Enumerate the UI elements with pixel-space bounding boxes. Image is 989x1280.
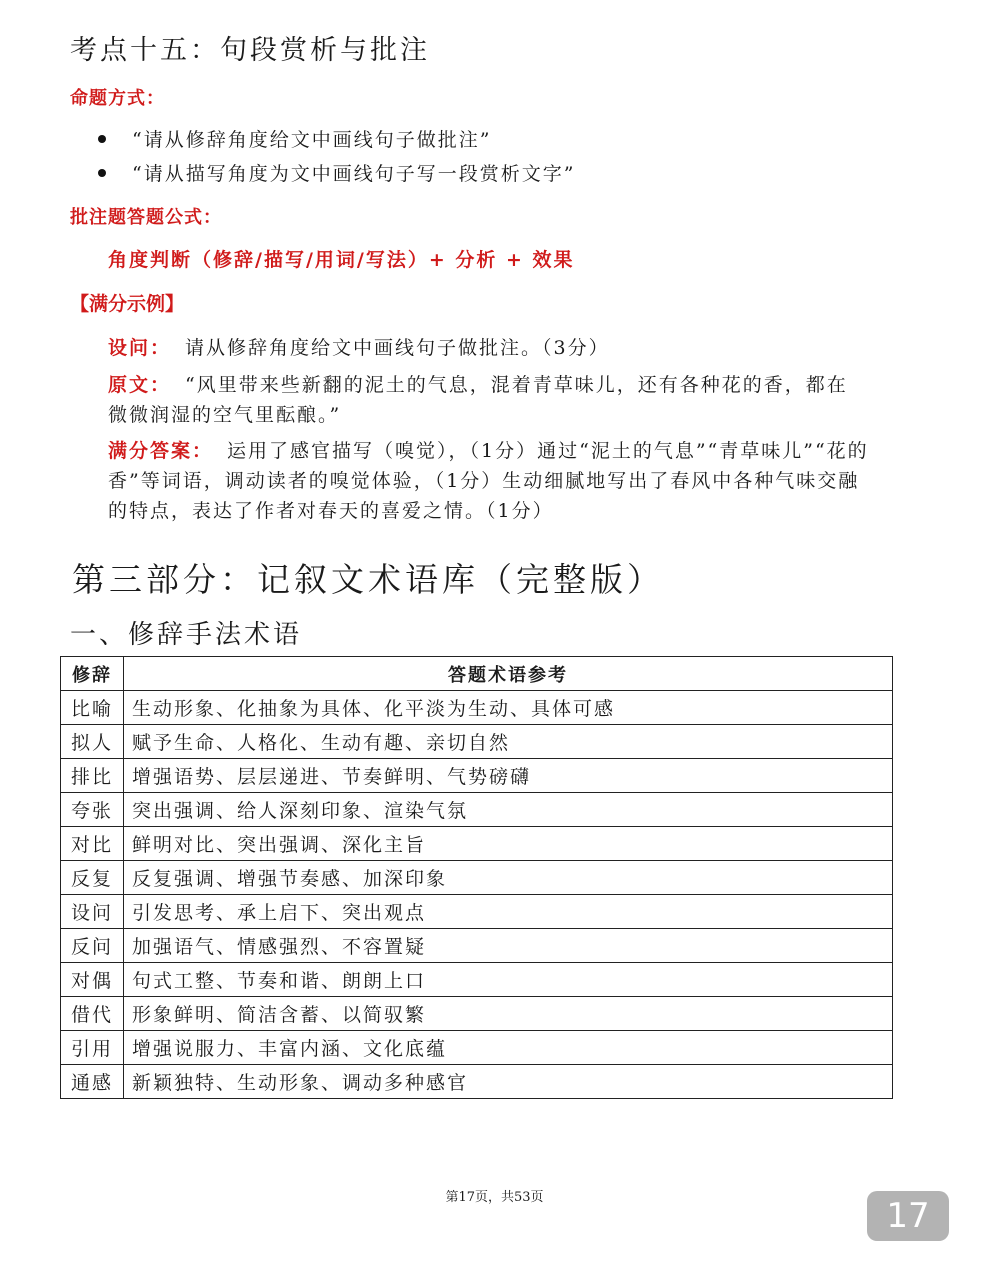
answer-formula-label: 批注题答题公式：	[70, 207, 222, 228]
answer-formula: 角度判断（修辞/描写/用词/写法）+ 分析 + 效果	[108, 249, 575, 271]
bullet-text: “请从描写角度为文中画线句子写一段赏析文字”	[132, 163, 576, 185]
rhetoric-terms: 突出强调、给人深刻印象、渲染气氛	[124, 793, 893, 827]
rhetoric-name: 对比	[61, 827, 124, 861]
table-row	[61, 895, 893, 929]
table-row	[61, 963, 893, 997]
topic-title: 考点十五：句段赏析与批注	[70, 35, 430, 66]
rhetoric-terms: 新颖独特、生动形象、调动多种感官	[124, 1065, 893, 1099]
page-footer: 第17页，共53页	[445, 1190, 544, 1205]
table-row	[61, 929, 893, 963]
header-rhetoric: 修辞	[61, 657, 124, 691]
rhetoric-terms-table	[60, 656, 893, 1099]
full-score-example-label: 【满分示例】	[70, 293, 185, 315]
rhetoric-name: 对偶	[61, 963, 124, 997]
bullet-text: “请从修辞角度给文中画线句子做批注”	[132, 129, 492, 151]
rhetoric-terms: 反复强调、增强节奏感、加深印象	[124, 861, 893, 895]
rhetoric-terms: 增强说服力、丰富内涵、文化底蕴	[124, 1031, 893, 1065]
rhetoric-name: 反复	[61, 861, 124, 895]
rhetoric-name: 反问	[61, 929, 124, 963]
rhetoric-name: 借代	[61, 997, 124, 1031]
rhetoric-terms: 赋予生命、人格化、生动有趣、亲切自然	[124, 725, 893, 759]
table-row	[61, 1031, 893, 1065]
bullet-icon	[98, 169, 106, 177]
rhetoric-name: 通感	[61, 1065, 124, 1099]
table-header-row	[61, 657, 893, 691]
question-label: 设问：	[108, 337, 172, 359]
part-title: 第三部分：记叙文术语库（完整版）	[72, 560, 664, 599]
answer-text: 运用了感官描写（嗅觉），（1分）通过“泥土的气息”“青草味儿”“花的香”等词语，调动读者的嗅觉体验，（1分）生动细腻地写出了春风中各种气味交融的特点，表达了作者对春天的喜爱之情。（1分）	[108, 440, 869, 522]
table-row	[61, 725, 893, 759]
rhetoric-terms: 加强语气、情感强烈、不容置疑	[124, 929, 893, 963]
rhetoric-name: 引用	[61, 1031, 124, 1065]
example-answer	[108, 436, 878, 526]
table-row	[61, 1065, 893, 1099]
rhetoric-terms: 生动形象、化抽象为具体、化平淡为生动、具体可感	[124, 691, 893, 725]
table-row	[61, 793, 893, 827]
table-row	[61, 997, 893, 1031]
table-row	[61, 759, 893, 793]
section-title: 一、修辞手法术语	[70, 620, 303, 650]
bullet-icon	[98, 135, 106, 143]
bullet-item	[98, 159, 575, 186]
question-format-label: 命题方式：	[70, 88, 165, 109]
rhetoric-name: 设问	[61, 895, 124, 929]
rhetoric-terms: 鲜明对比、突出强调、深化主旨	[124, 827, 893, 861]
rhetoric-terms: 句式工整、节奏和谐、朗朗上口	[124, 963, 893, 997]
rhetoric-terms: 引发思考、承上启下、突出观点	[124, 895, 893, 929]
answer-label: 满分答案：	[108, 440, 214, 462]
rhetoric-name: 夸张	[61, 793, 124, 827]
original-text: “风里带来些新翻的泥土的气息，混着青草味儿，还有各种花的香，都在微微润湿的空气里酝酿。”	[108, 374, 848, 426]
rhetoric-name: 比喻	[61, 691, 124, 725]
rhetoric-terms: 增强语势、层层递进、节奏鲜明、气势磅礴	[124, 759, 893, 793]
rhetoric-name: 排比	[61, 759, 124, 793]
table-row	[61, 861, 893, 895]
rhetoric-name: 拟人	[61, 725, 124, 759]
bullet-item	[98, 125, 491, 152]
table-row	[61, 827, 893, 861]
header-terms: 答题术语参考	[124, 657, 893, 691]
table-row	[61, 691, 893, 725]
example-question	[108, 333, 610, 363]
rhetoric-terms: 形象鲜明、简洁含蓄、以简驭繁	[124, 997, 893, 1031]
question-text: 请从修辞角度给文中画线句子做批注。（3分）	[185, 337, 610, 359]
example-original	[108, 370, 868, 430]
page-number-badge: 17	[867, 1191, 949, 1241]
original-label: 原文：	[108, 374, 172, 396]
